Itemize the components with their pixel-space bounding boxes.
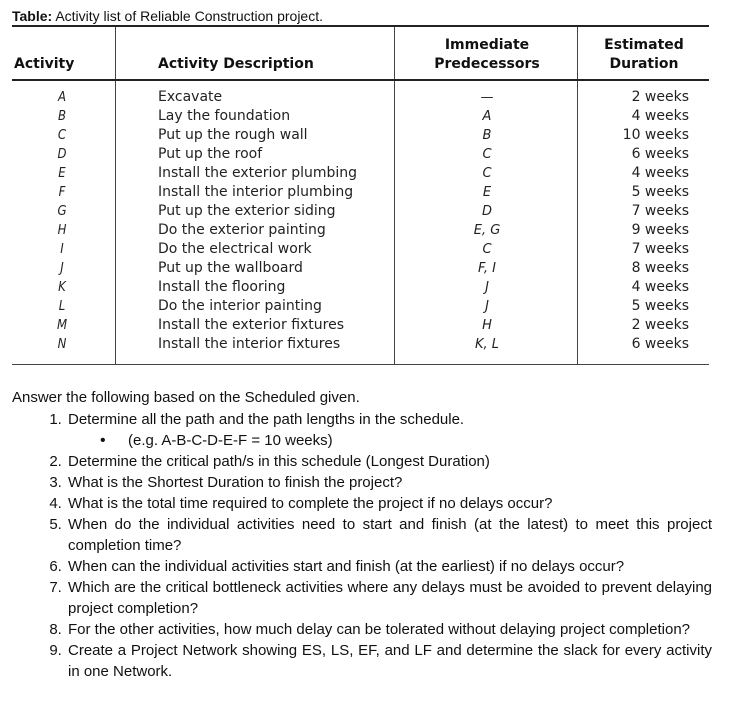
question-item: 9. Create a Project Network showing ES, LS, EF, and LF and determine the slack for every activity in one Network.: [66, 640, 712, 682]
duration-cell: 7 weeks: [631, 241, 689, 257]
description-column: [158, 88, 398, 354]
question-item: 6. When can the individual activities start and finish (at the earliest) if no delays occur?: [66, 556, 712, 577]
predecessors-cell: C: [482, 242, 492, 257]
duration-cell: 4 weeks: [631, 108, 689, 124]
activity-cell: J: [60, 261, 64, 276]
column-divider: [115, 27, 116, 79]
description-cell: Install the interior plumbing: [158, 184, 354, 200]
description-cell: Put up the wallboard: [158, 260, 303, 276]
question-item: 5. When do the individual activities need to start and finish (at the latest) to meet this project completion time?: [66, 514, 712, 556]
duration-cell: 6 weeks: [631, 146, 689, 162]
activity-cell: N: [57, 337, 67, 352]
predecessors-cell: C: [482, 166, 492, 181]
table-header: [12, 27, 709, 79]
activity-cell: I: [60, 242, 64, 257]
header-predecessors-line1: Immediate: [444, 37, 530, 53]
duration-cell: 10 weeks: [622, 127, 689, 143]
description-cell: Lay the foundation: [158, 108, 291, 124]
predecessors-cell: J: [485, 299, 489, 314]
duration-cell: 4 weeks: [631, 279, 689, 295]
header-predecessors-line2: Predecessors: [434, 56, 540, 72]
description-cell: Install the flooring: [158, 279, 286, 295]
description-cell: Install the exterior plumbing: [158, 165, 358, 181]
description-cell: Do the exterior painting: [158, 222, 326, 238]
predecessors-cell: H: [482, 318, 492, 333]
activity-cell: G: [57, 204, 67, 219]
question-example: • (e.g. A-B-C-D-E-F = 10 weeks): [126, 430, 712, 451]
predecessors-cell: —: [480, 90, 494, 105]
activity-cell: E: [58, 166, 66, 181]
question-item: 1. Determine all the path and the path lengths in the schedule. • (e.g. A-B-C-D-E-F = 10 weeks): [66, 409, 712, 451]
table-caption: [12, 8, 323, 24]
predecessors-cell: J: [485, 280, 489, 295]
predecessors-cell: E, G: [473, 223, 501, 238]
question-item: 8. For the other activities, how much delay can be tolerated without delaying project completion?: [66, 619, 712, 640]
description-cell: Do the electrical work: [158, 241, 312, 257]
questions-list: [12, 409, 712, 682]
duration-cell: 8 weeks: [631, 260, 689, 276]
duration-cell: 6 weeks: [631, 336, 689, 352]
predecessors-cell: B: [482, 128, 492, 143]
activity-cell: F: [58, 185, 66, 200]
predecessors-cell: E: [482, 185, 492, 200]
duration-cell: 9 weeks: [631, 222, 689, 238]
predecessors-cell: K, L: [474, 337, 500, 352]
duration-cell: 2 weeks: [631, 89, 689, 105]
question-item: 7. Which are the critical bottleneck activities where any delays must be avoided to prevent delaying project completion?: [66, 577, 712, 619]
activity-cell: C: [57, 128, 67, 143]
caption-label: Table:: [12, 8, 53, 24]
activity-table: [12, 25, 709, 365]
header-duration: [579, 36, 709, 74]
column-divider: [115, 81, 116, 364]
header-predecessors: [397, 36, 577, 74]
duration-cell: 5 weeks: [631, 298, 689, 314]
questions-section: [12, 387, 712, 682]
header-activity: Activity: [14, 56, 75, 72]
predecessors-cell: D: [481, 204, 492, 219]
description-cell: Put up the roof: [158, 146, 263, 162]
activity-cell: A: [58, 90, 66, 105]
activity-cell: D: [57, 147, 67, 162]
caption-text: Activity list of Reliable Construction project.: [55, 8, 323, 24]
table-body: [12, 81, 709, 364]
duration-column: [579, 88, 689, 354]
activity-cell: H: [57, 223, 67, 238]
question-item: 3. What is the Shortest Duration to finish the project?: [66, 472, 712, 493]
description-cell: Put up the exterior siding: [158, 203, 336, 219]
question-item: 4. What is the total time required to complete the project if no delays occur?: [66, 493, 712, 514]
column-divider: [394, 27, 395, 79]
activity-cell: M: [56, 318, 68, 333]
description-cell: Install the exterior fixtures: [158, 317, 345, 333]
column-divider: [577, 27, 578, 79]
activity-cell: L: [58, 299, 66, 314]
activity-cell: K: [58, 280, 66, 295]
header-description: Activity Description: [158, 56, 314, 72]
predecessors-cell: F, I: [478, 261, 496, 276]
column-divider: [577, 81, 578, 364]
description-cell: Do the interior painting: [158, 298, 322, 314]
duration-cell: 7 weeks: [631, 203, 689, 219]
activity-column: [12, 88, 112, 354]
predecessors-column: [397, 88, 577, 354]
predecessors-cell: C: [482, 147, 492, 162]
duration-cell: 4 weeks: [631, 165, 689, 181]
header-duration-line2: Duration: [609, 56, 679, 72]
question-example-list: [68, 430, 712, 451]
duration-cell: 5 weeks: [631, 184, 689, 200]
duration-cell: 2 weeks: [631, 317, 689, 333]
header-duration-line1: Estimated: [604, 37, 684, 53]
table-bottom-rule: [12, 364, 709, 365]
description-cell: Excavate: [158, 89, 223, 105]
description-cell: Put up the rough wall: [158, 127, 308, 143]
activity-cell: B: [57, 109, 67, 124]
questions-intro: Answer the following based on the Scheduled given.: [12, 389, 360, 406]
predecessors-cell: A: [482, 109, 492, 124]
description-cell: Install the interior fixtures: [158, 336, 341, 352]
question-item: 2. Determine the critical path/s in this schedule (Longest Duration): [66, 451, 712, 472]
